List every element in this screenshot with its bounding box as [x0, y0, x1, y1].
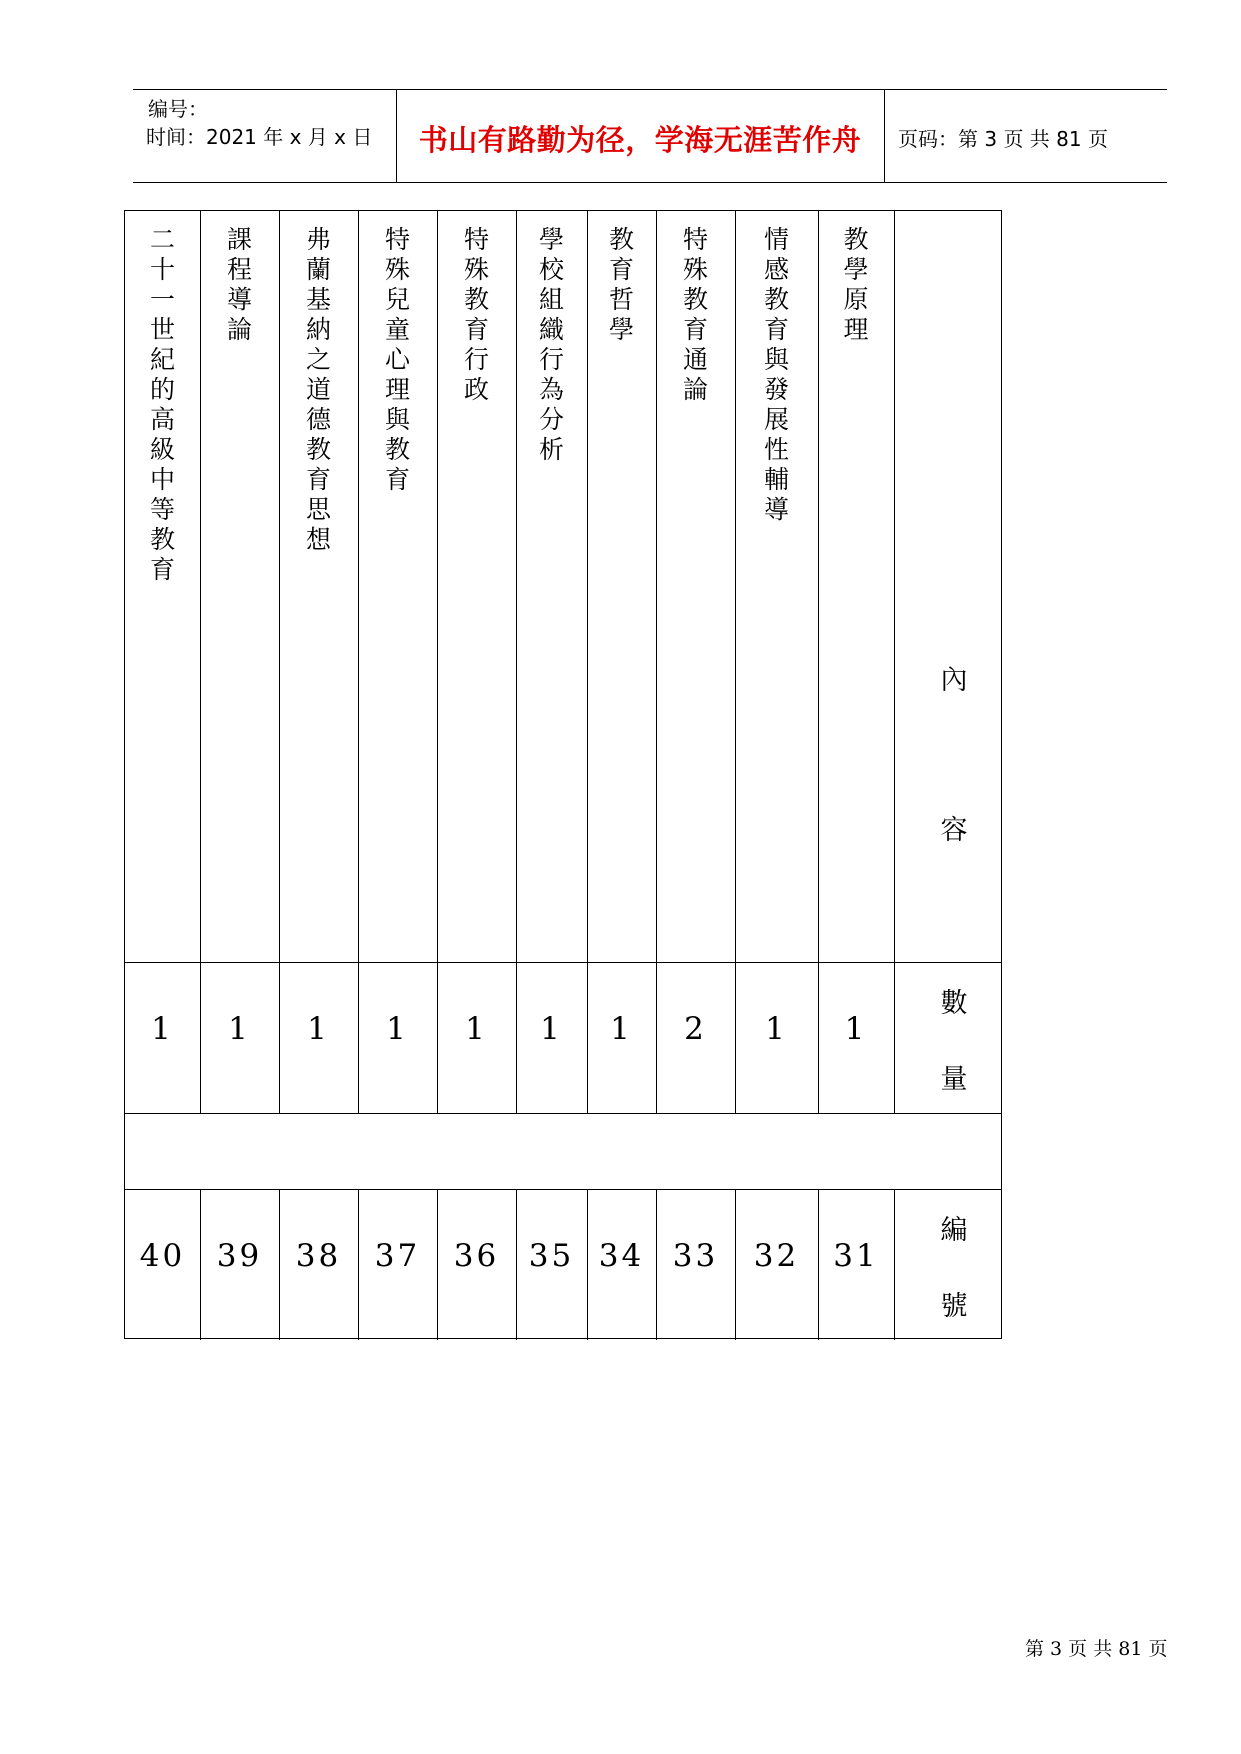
- item-number-cell: 33: [672, 1238, 719, 1274]
- item-number-cell: 34: [598, 1238, 645, 1274]
- item-number-cell: 39: [216, 1238, 263, 1274]
- quantity-cell: 1: [844, 1011, 868, 1047]
- item-number-cell: 40: [139, 1238, 186, 1274]
- quantity-cell: 1: [228, 1011, 251, 1047]
- header-bottom-rule: [133, 182, 1167, 183]
- header-top-rule: [133, 89, 1167, 90]
- header-divider: [884, 89, 885, 182]
- book-title-cell: 教 育 哲 學: [608, 225, 634, 344]
- book-list-table: [124, 210, 1002, 1339]
- row-divider: [125, 962, 1001, 963]
- content-header: [905, 606, 1003, 906]
- column-divider: [200, 211, 201, 1113]
- document-time-label: 时间：2021 年 x 月 x 日: [146, 125, 373, 149]
- item-number-cell: 37: [374, 1238, 421, 1274]
- item-number-cell: 36: [453, 1238, 500, 1274]
- book-title-cell: 教 學 原 理: [843, 225, 869, 344]
- book-title-cell: 情 感 教 育 與 發 展 性 輔 導: [763, 225, 789, 524]
- column-divider: [587, 211, 588, 1113]
- column-divider: [818, 211, 819, 1113]
- content-header-text: 內容: [940, 665, 968, 846]
- row-divider: [125, 1113, 1001, 1114]
- quantity-header-text: 數量: [940, 988, 968, 1095]
- item-number-cell: 31: [833, 1238, 879, 1274]
- book-title-cell: 特 殊 教 育 行 政: [463, 225, 489, 404]
- column-divider: [894, 211, 895, 1113]
- page-footer: 第 3 页 共 81 页: [1025, 1638, 1168, 1660]
- quantity-cell: 1: [465, 1011, 488, 1047]
- book-title-cell: 二 十 一 世 紀 的 高 級 中 等 教 育: [149, 225, 175, 584]
- quantity-cell: 1: [307, 1011, 330, 1047]
- header-page-label: 页码：第 3 页 共 81 页: [898, 127, 1108, 151]
- item-number-cell: 32: [753, 1238, 800, 1274]
- quantity-cell: 1: [151, 1011, 174, 1047]
- quantity-cell: 1: [386, 1011, 409, 1047]
- column-divider: [894, 1189, 895, 1340]
- header-motto: 书山有路勤为径，学海无涯苦作舟: [418, 123, 862, 157]
- row-divider: [125, 1189, 1001, 1190]
- book-title-cell: 弗 蘭 基 納 之 道 德 教 育 思 想: [305, 225, 331, 554]
- quantity-cell: 1: [610, 1011, 633, 1047]
- quantity-header: [905, 966, 1003, 1118]
- book-title-cell: 課 程 導 論: [226, 225, 252, 344]
- item-number-cell: 35: [528, 1238, 575, 1274]
- quantity-cell: 1: [765, 1011, 788, 1047]
- number-header: [905, 1193, 1003, 1345]
- quantity-cell: 1: [540, 1011, 563, 1047]
- item-number-cell: 38: [295, 1238, 342, 1274]
- document-number-label: 编号：: [148, 97, 208, 121]
- book-title-cell: 學 校 組 織 行 為 分 析: [538, 225, 564, 464]
- quantity-cell: 2: [684, 1011, 707, 1047]
- number-header-text: 編號: [940, 1215, 968, 1322]
- book-title-cell: 特 殊 兒 童 心 理 與 教 育: [384, 225, 410, 494]
- book-title-cell: 特 殊 教 育 通 論: [682, 225, 708, 404]
